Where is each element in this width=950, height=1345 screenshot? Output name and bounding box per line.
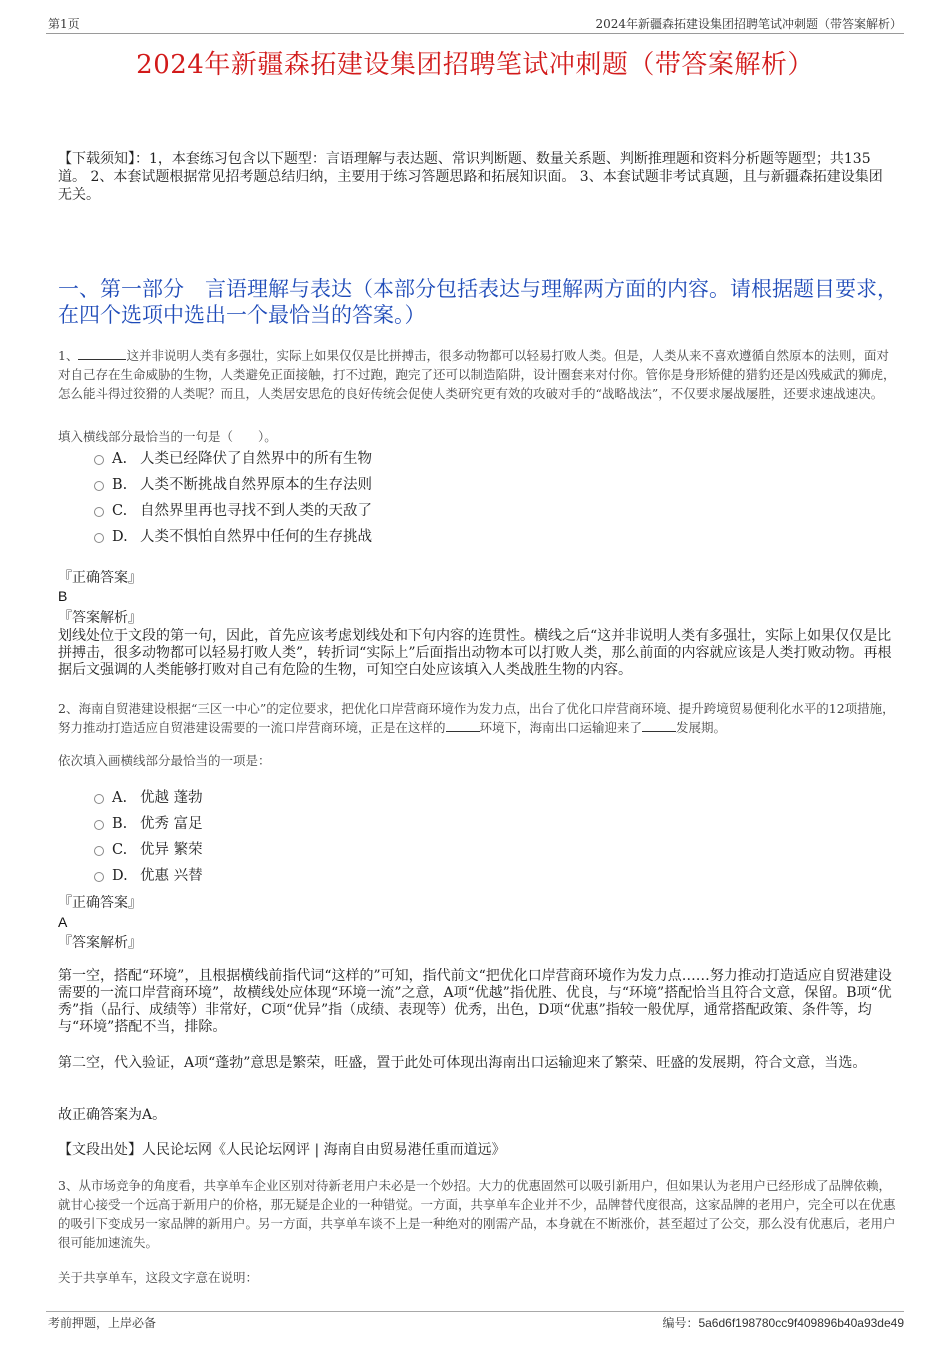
fill-blank [642,719,676,732]
correct-answer: A [58,914,68,930]
analysis-text: 第二空，代入验证，A项“蓬勃”意思是繁荣，旺盛，置于此处可体现出海南出口运输迎来了繁荣、旺盛的发展期，符合文意，当选。 [58,1055,867,1071]
analysis-label: 『答案解析』 [58,610,142,626]
question-2-prompt: 依次填入画横线部分最恰当的一项是： [58,753,271,768]
analysis-text: 划线处位于文段的第一句，因此，首先应该考虑划线处和下句内容的连贯性。横线之后“这并非说明人类有多强壮，实际上如果仅仅是比拼搏击，很多动物都可以轻易打败人类”，转折词“实际上”后面指出动物本可以打败人类，那么前面的内容就应该是人类打败动物。再根据后文强调的人类能够打败对自己有危险的生物，可知空白处应该填入人类战胜生物的内容。 [58,628,892,678]
option-b[interactable]: B. 优秀 富足 [94,811,203,837]
radio-button[interactable] [94,820,104,830]
option-d[interactable]: D. 人类不惧怕自然界中任何的生存挑战 [94,524,372,550]
footer-divider [46,1311,904,1312]
footer-slogan: 考前押题，上岸必备 [48,1316,157,1330]
question-2: 2、海南自贸港建设根据“三区一中心”的定位要求，把优化口岸营商环境作为发力点，出台了优化口岸营商环境、提升跨境贸易便利化水平的12项措施，努力推动打造适应自贸港建设需要的一流口岸营商环境，正是在这样的 环境下，海南出口运输迎来了 发展期。 [58,701,895,735]
fill-blank [78,347,126,360]
text-source: 【文段出处】人民论坛网《人民论坛网评 | 海南自由贸易港任重而道远》 [58,1142,506,1158]
correct-answer-label: 『正确答案』 [58,570,142,586]
code-value: 5a6d6f198780cc9f409896b40a93de49 [698,1316,904,1330]
page-title: 2024年新疆森拓建设集团招聘笔试冲刺题（带答案解析） [136,50,814,80]
code-label: 编号： [662,1316,699,1330]
fill-blank [446,719,480,732]
radio-button[interactable] [94,507,104,517]
footer-code [662,1314,904,1331]
question-number: 1、 [58,348,79,363]
question-3-prompt: 关于共享单车，这段文字意在说明： [58,1270,259,1285]
question-2-options [94,785,203,889]
radio-button[interactable] [94,872,104,882]
correct-answer: B [58,588,68,604]
radio-button[interactable] [94,455,104,465]
question-1-options [94,446,372,550]
analysis-label: 『答案解析』 [58,935,142,951]
option-b[interactable]: B. 人类不断挑战自然界原本的生存法则 [94,472,372,498]
option-d[interactable]: D. 优惠 兴替 [94,863,203,889]
radio-button[interactable] [94,481,104,491]
question-1-prompt: 填入横线部分最恰当的一句是（ ）。 [58,429,277,444]
radio-button[interactable] [94,846,104,856]
radio-button[interactable] [94,794,104,804]
question-text: 这并非说明人类有多强壮，实际上如果仅仅是比拼搏击，很多动物都可以轻易打败人类。但是，人类从来不喜欢遵循自然原本的法则，面对对自己存在生命威胁的生物，人类避免正面接触，打不过跑，跑完了还可以制造陷阱，设计圈套来对付你。管你是身形矫健的猎豹还是凶残威武的狮虎，怎么能斗得过狡猾的人类呢？而且，人类居安思危的良好传统会促使人类研究更有效的攻破对手的“战略战法”，不仅要求屡战屡胜，还要求速战速决。 [58,348,896,401]
download-notice: 【下载须知】：1，本套练习包含以下题型：言语理解与表达题、常识判断题、数量关系题、判断推理题和资料分析题等题型；共135道。 2、本套试题根据常见招考题总结归纳，主要用于练习答题思路和拓展知识面。 3、本套试题非考试真题，且与新疆森拓建设集团无关。 [58,151,883,203]
page-header [46,14,904,34]
correct-answer-label: 『正确答案』 [58,895,142,911]
option-a[interactable]: A. 优越 蓬勃 [94,785,203,811]
option-c[interactable]: C. 自然界里再也寻找不到人类的天敌了 [94,498,372,524]
question-3 [58,1176,896,1252]
section-heading: 一、第一部分 言语理解与表达（本部分包括表达与理解两方面的内容。请根据题目要求，在四个选项中选出一个最恰当的答案。） [58,277,898,327]
page-number: 第1页 [48,17,80,31]
analysis-text: 第一空，搭配“环境”，且根据横线前指代词“这样的”可知，指代前文“把优化口岸营商环境作为发力点……努力推动打造适应自贸港建设需要的一流口岸营商环境”，故横线处应体现“环境一流”之意，A项“优越”指优胜、优良，与“环境”搭配恰当且符合文意，保留。B项“优秀”指（品行、成绩等）非常好，C项“优异”指（成绩、表现等）优秀，出色，D项“优惠”指较一般优厚，通常搭配政策、条件等，均与“环境”搭配不当，排除。 [58,968,892,1035]
question-text: 从市场竞争的角度看，共享单车企业区别对待新老用户未必是一个妙招。大力的优惠固然可以吸引新用户，但如果认为老用户已经形成了品牌依赖，就甘心接受一个远高于新用户的价格，那无疑是企业的一种错觉。一方面，共享单车企业并不少，品牌替代度很高，这家品牌的老用户，完全可以在优惠的吸引下变成另一家品牌的新用户。另一方面，共享单车谈不上是一种绝对的刚需产品，本身就在不断涨价，甚至超过了公交，那么没有优惠后，老用户很可能加速流失。 [58,1178,896,1250]
header-doc-title: 2024年新疆森拓建设集团招聘笔试冲刺题（带答案解析） [595,17,902,31]
analysis-conclusion: 故正确答案为A。 [58,1107,167,1123]
question-1 [58,346,896,403]
option-c[interactable]: C. 优异 繁荣 [94,837,203,863]
question-number: 3、 [58,1178,79,1193]
question-number: 2、 [58,701,79,716]
option-a[interactable]: A. 人类已经降伏了自然界中的所有生物 [94,446,372,472]
radio-button[interactable] [94,533,104,543]
question-text: 海南自贸港建设根据“三区一中心”的定位要求，把优化口岸营商环境作为发力点，出台了优化口岸营商环境、提升跨境贸易便利化水平的12项措施，努力推动打造适应自贸港建设需要的一流口岸营商环境，正是在这样的 [58,701,895,735]
